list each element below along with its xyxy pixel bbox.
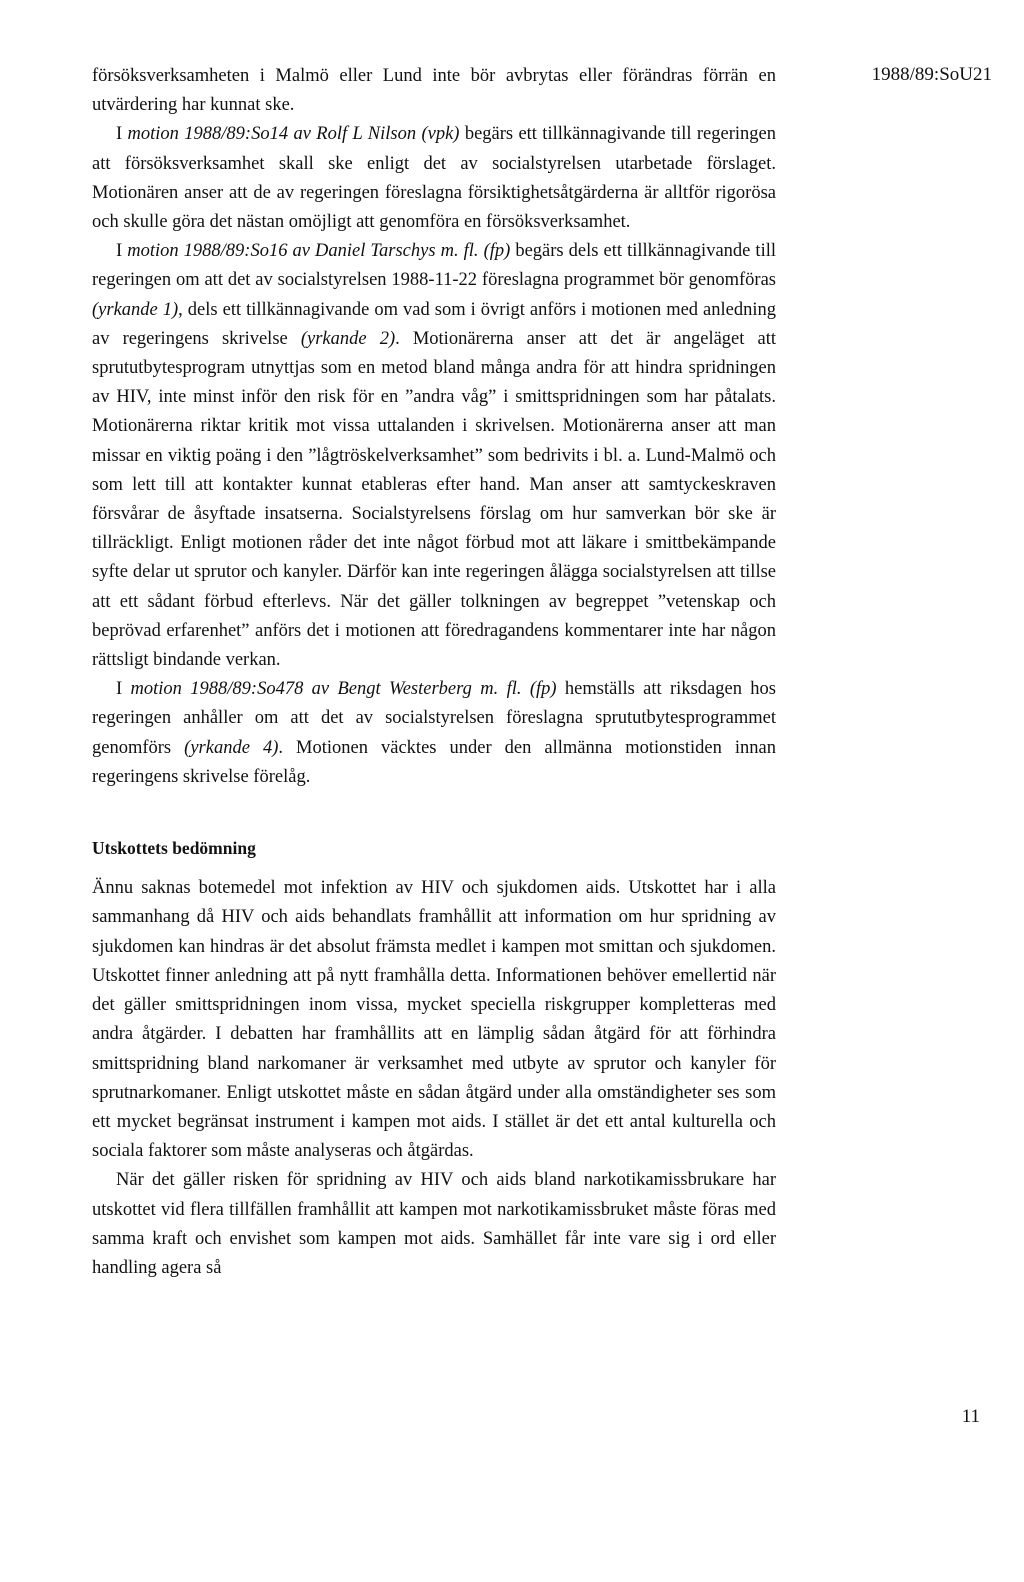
italic-run: (yrkande 2) [300, 328, 396, 349]
text-run: , dels ett tillkännagivande om vad som i övrigt anförs i motionen med anledning av regeringens skrivelse [92, 299, 777, 349]
page-number: 11 [961, 1406, 980, 1427]
italic-run: motion 1988/89:So478 av Bengt Westerberg m. fl. (fp) [130, 679, 557, 700]
italic-run: (yrkande 4) [184, 737, 279, 758]
paragraph-motion-so16 [92, 237, 776, 675]
italic-run: motion 1988/89:So16 av Daniel Tarschys m. fl. (fp) [127, 241, 511, 262]
paragraph-assessment-1 [92, 874, 776, 1166]
text-run: begärs dels ett tillkännagivande till regeringen om att det av socialstyrelsen 1988-11-22 föreslagna programmet bör genomföras [92, 241, 776, 291]
text-run: hemställs att riksdagen hos regeringen anhåller om att det av socialstyrelsen föreslagna sprututbytesprogrammet genomförs [92, 679, 776, 758]
text-run: I [116, 124, 128, 145]
text-run: . Motionen väcktes under den allmänna motionstiden innan regeringens skrivelse förelåg. [92, 737, 777, 787]
paragraph-continuation [92, 62, 776, 120]
text-run: I [116, 241, 128, 262]
document-reference: 1988/89:SoU21 [871, 64, 992, 85]
italic-run: (yrkande 1) [92, 299, 179, 320]
paragraph-motion-so14 [92, 120, 776, 237]
text-run: begärs ett tillkännagivande till regeringen att försöksverksamhet skall ske enligt det av socialstyrelsen utarbetade förslaget. Motionären anser att de av regeringen föreslagna försiktighetsåtgärderna är alltför rigorösa och skulle göra det nästan omöjligt att genomföra en försöksverksamhet. [92, 124, 776, 233]
document-body [92, 62, 776, 1283]
text-run: försöksverksamheten i Malmö eller Lund inte bör avbrytas eller förändras förrän en utvärdering har kunnat ske. [92, 66, 776, 116]
section-heading: Utskottets bedömning [92, 838, 256, 859]
text-run: . Motionärerna anser att det är angeläget att sprututbytesprogram utnyttjas som en metod bland många andra för att hindra spridningen av HIV, inte minst inför den risk för en ”andra våg” i smittspridningen som har påtalats. Motionärerna riktar kritik mot vissa uttalanden i skrivelsen. Motionärerna anser att man missar en viktig poäng i den ”lågtröskelverksamhet” som bedrivits i bl. a. Lund-Malmö och som lett till att kontakter kunnat etableras efter hand. Man anser att samtyckeskraven försvårar de åsyftade insatserna. Socialstyrelsens förslag om hur samverkan bör ske är tillräckligt. Enligt motionen råder det inte något förbud mot att läkare i smittbekämpande syfte delar ut sprutor och kanyler. Därför kan inte regeringen ålägga socialstyrelsen att tillse att ett sådant förbud efterlevs. När det gäller tolkningen av begreppet ”vetenskap och beprövad erfarenhet” anförs det i motionen att föredragandens kommentarer inte har någon rättsligt bindande verkan. [92, 328, 777, 671]
italic-run: motion 1988/89:So14 av Rolf L Nilson (vpk) [127, 124, 460, 145]
text-run: När det gäller risken för spridning av HIV och aids bland narkotikamissbrukare har utskottet vid flera tillfällen framhållit att kampen mot narkotikamissbruket måste föras med samma kraft och envishet som kampen mot aids. Samhället får inte vare sig i ord eller handling agera så [92, 1170, 776, 1278]
paragraph-assessment-2 [92, 1166, 776, 1283]
text-run: I [116, 679, 131, 700]
paragraph-motion-so478 [92, 675, 776, 792]
text-run: Ännu saknas botemedel mot infektion av HIV och sjukdomen aids. Utskottet har i alla sammanhang då HIV och aids behandlats framhållit att information om hur spridning av sjukdomen kan hindras är det absolut främsta medlet i kampen mot smittan och sjukdomen. Utskottet finner anledning att på nytt framhålla detta. Informationen behöver emellertid när det gäller smittspridningen inom vissa, mycket speciella riskgrupper kompletteras med andra åtgärder. I debatten har framhållits att en lämplig sådan åtgärd för att förhindra smittspridning bland narkomaner är verksamhet med utbyte av sprutor och kanyler för sprutnarkomaner. Enligt utskottet måste en sådan åtgärd under alla omständigheter ses som ett mycket begränsat instrument i kampen mot aids. I stället är det ett antal kulturella och sociala faktorer som måste analyseras och åtgärdas. [92, 878, 776, 1162]
